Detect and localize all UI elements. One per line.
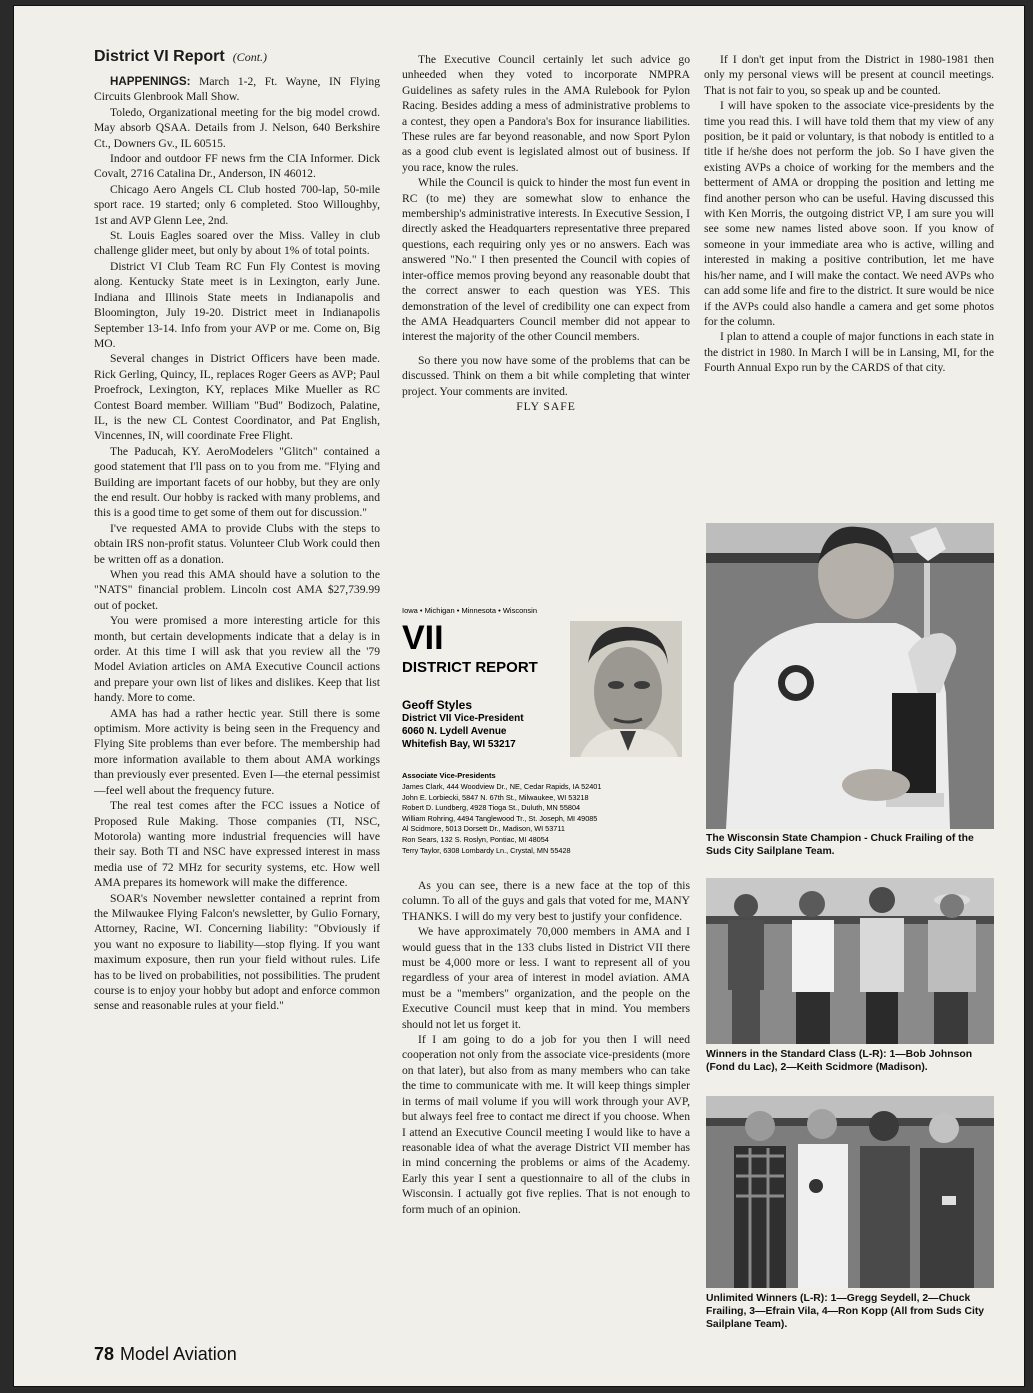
vp-address-1: 6060 N. Lydell Avenue	[402, 726, 507, 737]
standard-winners-caption: Winners in the Standard Class (L-R): 1—Bob Johnson (Fond du Lac), 2—Keith Scidmore (Madison).	[706, 1049, 973, 1073]
district-report-title: DISTRICT REPORT	[402, 659, 538, 676]
unlimited-winners-image	[706, 1096, 994, 1288]
associate-vp-list	[402, 771, 702, 856]
column-middle-bottom	[402, 878, 690, 1217]
magazine-title: Model Aviation	[120, 1344, 237, 1364]
vp-name: Geoff Styles	[402, 698, 473, 712]
section-header: District VI Report (Cont.)	[94, 48, 268, 65]
page-number: 78	[94, 1344, 115, 1364]
paragraph: SOAR's November newsletter contained a reprint from the Milwaukee Flying Falcon's newsletter, by Gulio Fornary, Attorney, Racine, WI. Concerning liability: "Obviously if you want no exposure to liability—stop flying. If you want maximum exposure, then run your field without rules. Life has to be lived on probabilities, not possibilities. The prudent course is to enjoy your hobby but adopt and enforce common sense and reasonable rules at your field."	[94, 891, 380, 1013]
fly-safe-signoff: FLY SAFE	[516, 399, 576, 413]
avp-entry: John E. Lorbiecki, 5847 N. 67th St., Milwaukee, WI 53218	[402, 792, 589, 802]
district-numeral: VII	[402, 619, 444, 657]
avp-entry: William Rohring, 4494 Tanglewood Tr., St. Joseph, MI 49085	[402, 813, 598, 823]
vp-address-2: Whitefish Bay, WI 53217	[402, 739, 516, 750]
avp-entry: Terry Taylor, 6308 Lombardy Ln., Crystal, MN 55428	[402, 845, 571, 855]
paragraph: The Paducah, KY. AeroModelers "Glitch" contained a good statement that I'll pass on to you from me. "Flying and Building are important facets of our hobby, but they are only the end result. Our hobby is racked with many problems, and this is a good time to get some of them out for discussion."	[94, 444, 380, 520]
standard-winners-photo	[706, 878, 994, 1044]
district-states: Iowa • Michigan • Minnesota • Wisconsin	[402, 606, 538, 615]
column-right	[704, 52, 994, 376]
paragraph: While the Council is quick to hinder the most fun event in RC (to me) they are somewhat slow to enhance the membership's administrative interests. In Executive Session, I directly asked the Headquarters representative three prepared questions, each requiring only yes or no answers. Each was answered "No." I then presented the Council with copies of inter-office memos proving beyond any reasonable doubt that the correct answer to each question was YES. This demonstration of the level of credibility one can expect from the AMA Headquarters Council member did not appear to interest the majority of the other Council members.	[402, 176, 690, 344]
unlimited-winners-caption: Unlimited Winners (L-R): 1—Gregg Seydell, 2—Chuck Frailing, 3—Efrain Vila, 4—Ron Kopp (All from Suds City Sailplane Team).	[706, 1293, 985, 1330]
paragraph: I plan to attend a couple of major functions in each state in the district in 1980. In March I will be in Lansing, MI, for the Fourth Annual Expo run by the CARDS of that city.	[704, 330, 994, 375]
unlimited-winners-photo	[706, 1096, 994, 1288]
paragraph: HAPPENINGS: March 1-2, Ft. Wayne, IN Flying Circuits Glenbrook Mall Show.	[94, 75, 380, 104]
avp-title: Associate Vice-Presidents	[402, 771, 496, 780]
avp-entry: Al Scidmore, 5013 Dorsett Dr., Madison, WI 53711	[402, 824, 565, 834]
portrait-image	[570, 621, 682, 757]
paragraph: If I am going to do a job for you then I will need cooperation not only from the associate vice-presidents (more on that later), but also from as many members who can take the time to communicate with me. It will keep things simpler in terms of mail volume if you will work through your AVP, but always feel free to contact me direct if you choose. When I attend an Executive Council meeting I would like to have a reasonable idea of what the average District VII member has in mind concerning the problems or aims of the Academy. Early this year I sent a questionnaire to all of the clubs in Wisconsin. I actually got five replies. That is not enough to form much of an opinion.	[402, 1033, 690, 1216]
paragraph: I've requested AMA to provide Clubs with the steps to obtain IRS non-profit status. Volunteer Club Work could then be written off as a donation.	[94, 521, 380, 566]
magazine-page	[14, 6, 1024, 1386]
paragraph: I will have spoken to the associate vice-presidents by the time you read this. I will have told them that my view of any position, be it paid or voluntary, is that nobody is entitled to a title if he/she does not perform the job. So I have given the existing AVPs a choice of working for the members and the betterment of AMA or dropping the position and letting me find another person who can be useful. Having discussed this with Ken Morris, the outgoing district VP, I am sure you will see some new names listed above soon. If you know of someone in your immediate area who is active, willing and interested in making a positive contribution, let me have his/her name, and I will make the contact. We need AVPs who can add some life and fire to the district. It sure would be nice if the AVPs could also handle a camera and get some photos for the column.	[704, 99, 994, 328]
paragraph: AMA has had a rather hectic year. Still there is some optimism. More activity is being seen in the Frequency and Flying Site problems than ever before. The membership had more information available to them about AMA workings than previously ever presented. Even I—the eternal pessimist—feel well about the frequency future.	[94, 706, 380, 797]
standard-winners-image	[706, 878, 994, 1044]
paragraph: If I don't get input from the District in 1980-1981 then only my personal views will be present at council meetings. That is not fair to you, so speak up and be counted.	[704, 53, 994, 97]
champion-image	[706, 523, 994, 829]
paragraph: You were promised a more interesting article for this month, but certain developments indicate that a delay is in order. At this time I will ask that you review all the '79 Model Aviation articles on AMA Executive Council actions and prepare your own list of likes and dislikes. Keep that list handy. More to come.	[94, 614, 380, 705]
paragraph: The Executive Council certainly let such advice go unheeded when they voted to incorporate NMPRA Guidelines as safety rules in the AMA Rulebook for Pylon Racing. Besides adding a mess of administrative problems to a contest, they open a Pandora's Box for insurance liabilities. These rules are far beyond reasonable, and now Sport Pylon as a good club event is legislated almost out of business. If you race, know the rules.	[402, 53, 690, 174]
paragraph: When you read this AMA should have a solution to the "NATS" financial problem. Lincoln cost AMA $27,739.99 out of pocket.	[94, 568, 380, 612]
vp-portrait-photo	[570, 621, 682, 757]
paragraph: District VI Club Team RC Fun Fly Contest is moving along. Kentucky State meet is in Lexington, early June. Indiana and Illinois State meets in Indianapolis and Bloomington, July 19-20. District meet in Indianapolis September 13-14. Info from your AVP or me. Come on, Big MO.	[94, 259, 380, 350]
avp-entry: James Clark, 444 Woodview Dr., NE, Cedar Rapids, IA 52401	[402, 782, 602, 791]
vp-title: District VII Vice-President	[402, 713, 524, 724]
paragraph: St. Louis Eagles soared over the Miss. Valley in club challenge glider meet, but only by about 1% of total points.	[94, 229, 380, 258]
champion-photo	[706, 523, 994, 829]
paragraph: We have approximately 70,000 members in AMA and I would guess that in the 133 clubs listed in District VII there must be 4,000 more or less. I want to represent all of you regardless of your area of interest in model aviation. AMA must be a "members" organization, and the people on the Executive Council must keep that in mind. You members should not let us forget it.	[402, 925, 690, 1031]
champion-caption: The Wisconsin State Champion - Chuck Frailing of the Suds City Sailplane Team.	[706, 833, 974, 857]
paragraph: Several changes in District Officers have been made. Rick Gerling, Quincy, IL, replaces Roger Geers as AVP; Paul Proefrock, Lexington, KY, replaces Mike Mueller as RC Contest Board member. William "Bud" Bodizoch, Palatine, IL, is the new CL Contest Coordinator, and Pat English, Vincennes, IN, will coordinate Free Flight.	[94, 352, 380, 443]
paragraph: Chicago Aero Angels CL Club hosted 700-lap, 50-mile sport race. 19 started; only 6 completed. Stoo Willoughby, 1st and AVP Glenn Lee, 2nd.	[94, 182, 380, 227]
page-footer	[94, 1344, 237, 1365]
paragraph: As you can see, there is a new face at the top of this column. To all of the guys and gals that voted for me, MANY THANKS. I will do my very best to justify your confidence.	[402, 879, 690, 923]
avp-entry: Robert D. Lundberg, 4928 Tioga St., Duluth, MN 55804	[402, 803, 581, 813]
avp-entry: Ron Sears, 132 S. Roslyn, Pontiac, MI 48054	[402, 834, 549, 844]
column-middle-top	[402, 52, 690, 414]
column-district-vi	[94, 48, 380, 1014]
paragraph: Indoor and outdoor FF news frm the CIA Informer. Dick Covalt, 2716 Catalina Dr., Anderson, IN 46012.	[94, 152, 380, 181]
paragraph: Toledo, Organizational meeting for the big model crowd. May absorb QSAA. Details from J. Nelson, 640 Berkshire Ct., Downers Gv., IL 60515.	[94, 105, 380, 150]
paragraph: So there you now have some of the problems that can be discussed. Think on them a bit while completing that winter project. Your comments are invited.	[402, 353, 690, 398]
paragraph: The real test comes after the FCC issues a Notice of Proposed Rule Making. Those companies (TI, NSC, Motorola) wanting more industrial frequencies will have their say. Both TI and NSC have expressed interest in mass media use of 72 MHz for security systems, etc. How well AMA prepares its homework will make the difference.	[94, 799, 380, 890]
